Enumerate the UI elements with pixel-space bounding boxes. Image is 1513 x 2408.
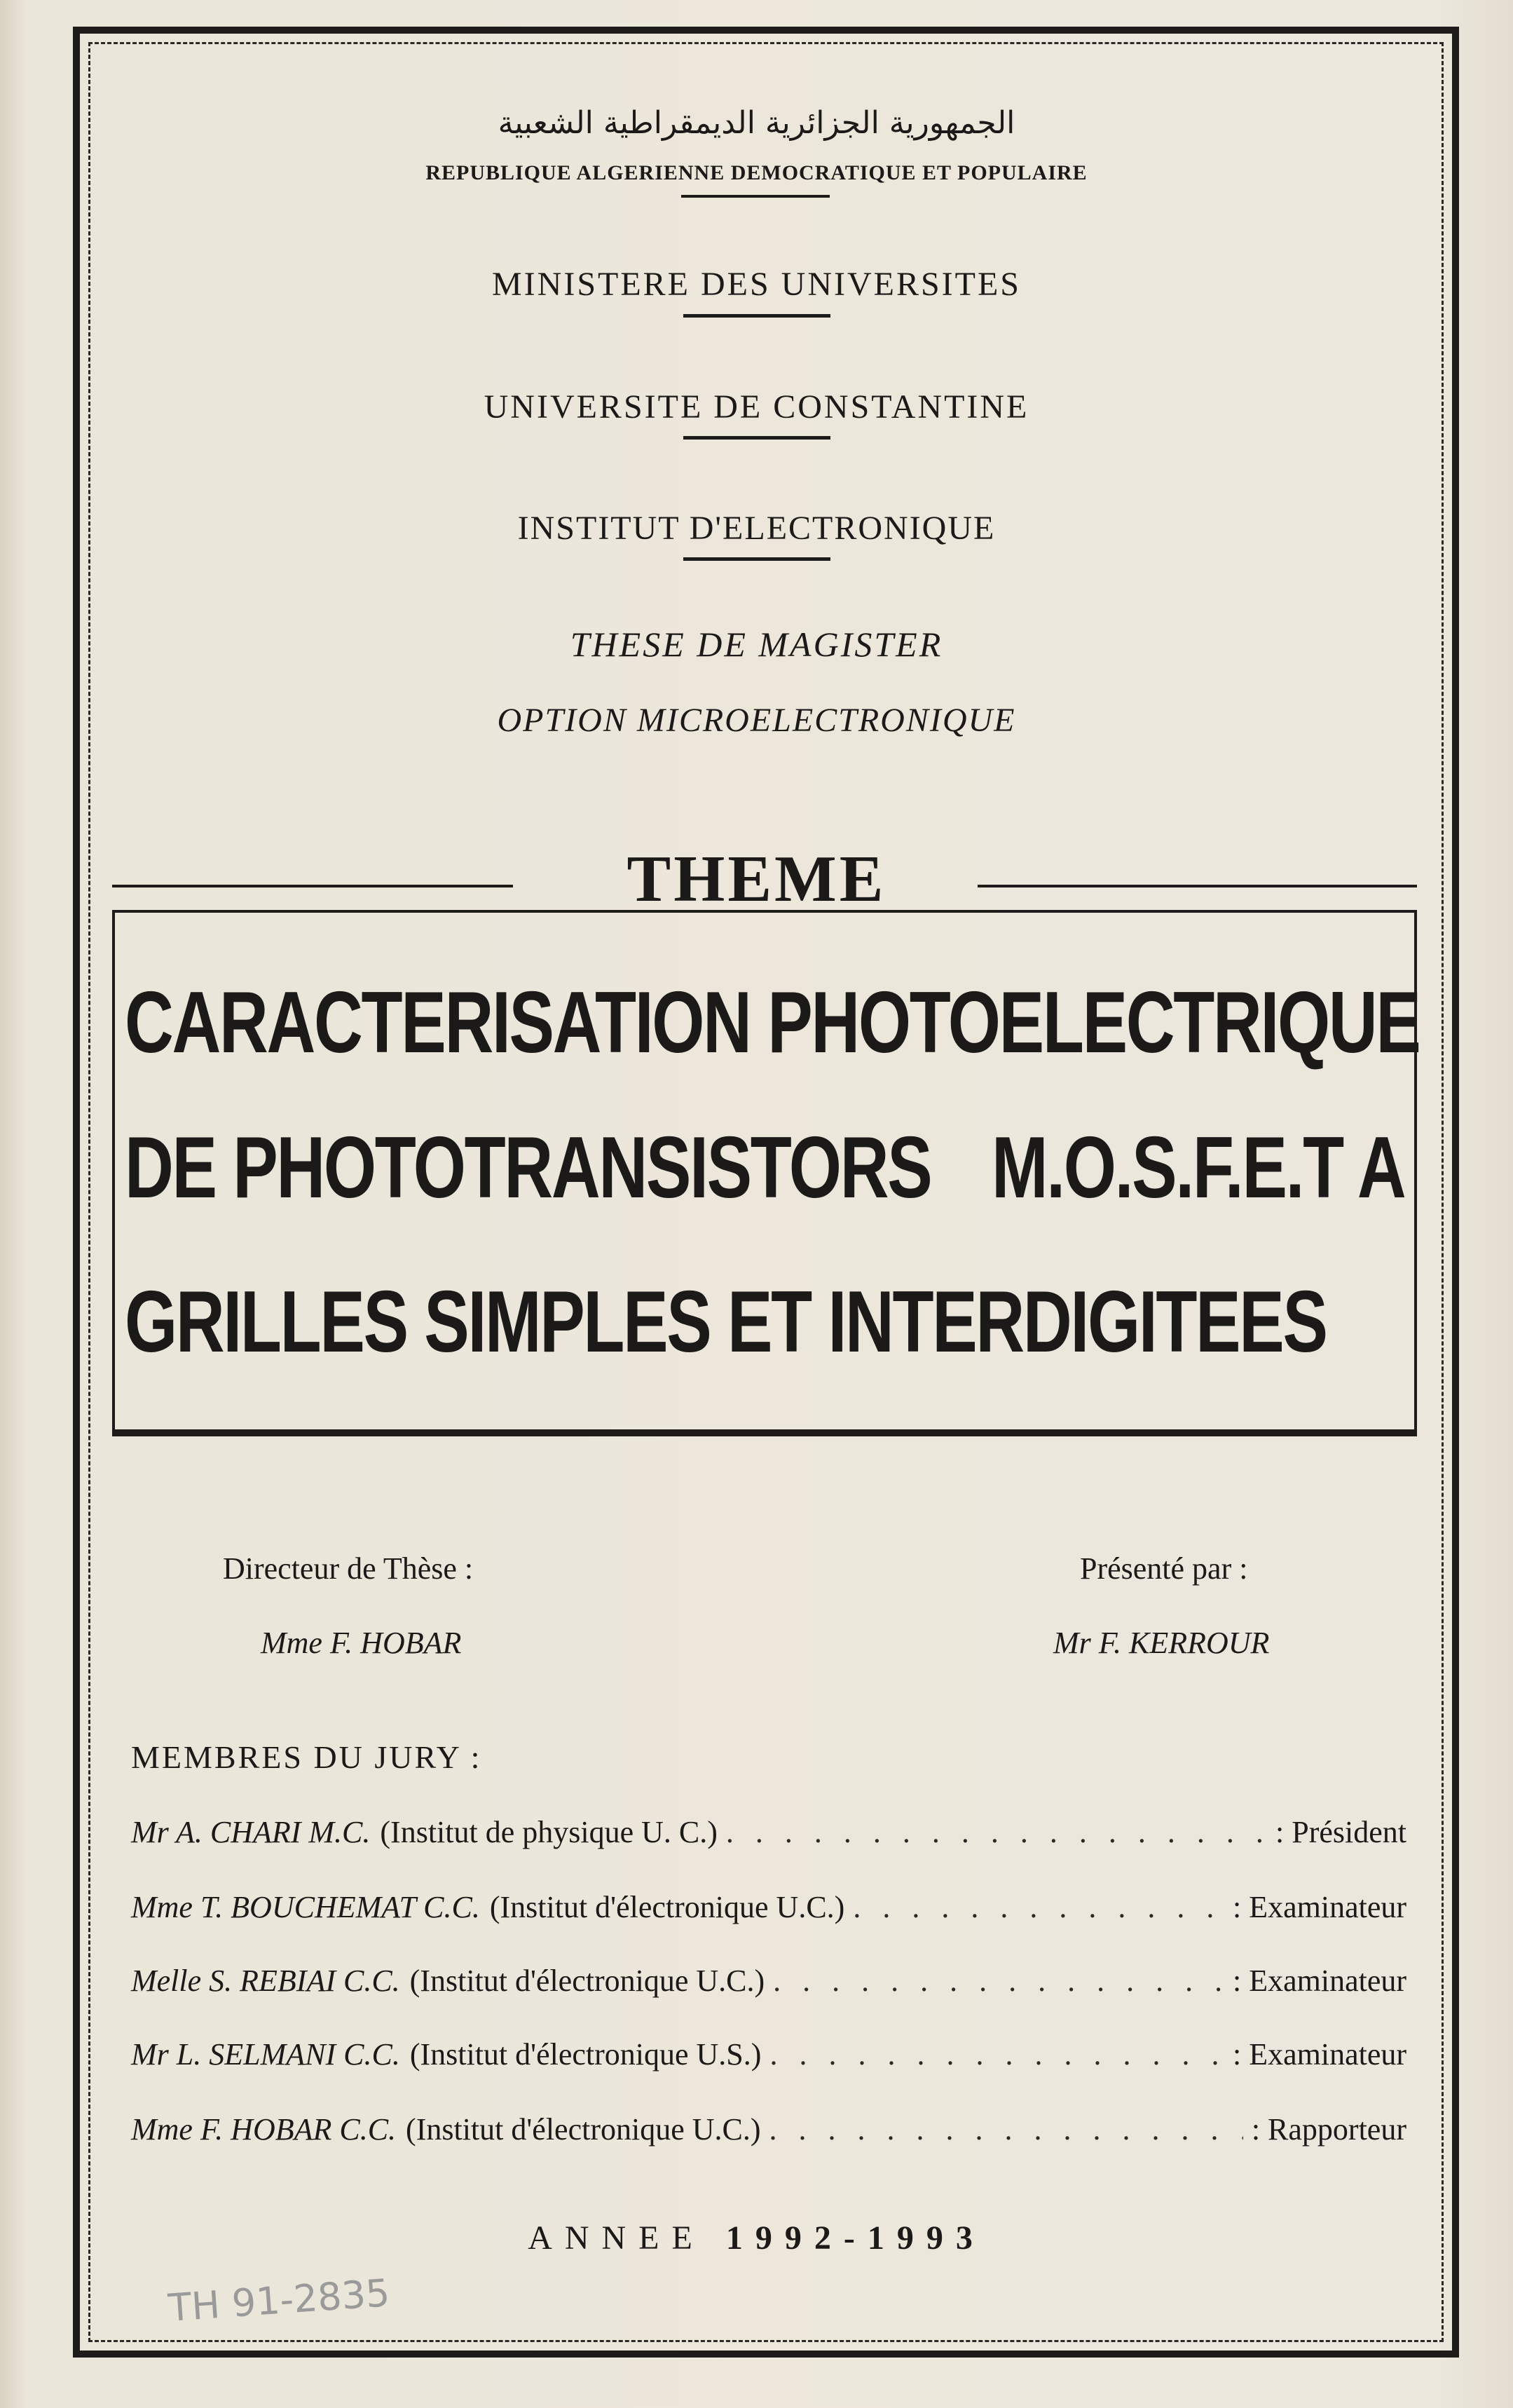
jury-row [131, 2111, 1406, 2147]
jury-row [131, 1889, 1406, 1925]
jury-row [131, 1814, 1406, 1850]
jury-member-role: : Examinateur [1232, 1964, 1406, 1998]
presenter-label: Présenté par : [1080, 1551, 1248, 1586]
ministry-underline [683, 314, 830, 318]
annee-label: ANNEE [528, 2219, 705, 2257]
jury-title: MEMBRES DU JURY : [131, 1739, 482, 1775]
theme-title-line-2b: M.O.S.F.E.T A [992, 1120, 1405, 1216]
jury-member-institute: (Institut d'électronique U.C.) [489, 1890, 845, 1924]
dot-leader [769, 2036, 1224, 2072]
dot-leader [773, 1963, 1224, 1999]
arabic-republic-title: الجمهورية الجزائرية الديمقراطية الشعبية [498, 105, 1015, 141]
jury-member-name: Mme T. BOUCHEMAT C.C. [131, 1890, 480, 1924]
theme-title-line-2a: DE PHOTOTRANSISTORS [125, 1120, 931, 1216]
jury-member-role: : Rapporteur [1251, 2112, 1406, 2147]
ministry-title: MINISTERE DES UNIVERSITES [492, 266, 1021, 303]
presenter-name: Mr F. KERROUR [1053, 1626, 1270, 1660]
theme-title-line-3: GRILLES SIMPLES ET INTERDIGITEES [125, 1274, 1327, 1370]
theme-label: THEME [627, 843, 886, 916]
dot-leader [769, 2111, 1243, 2147]
jury-member-institute: (Institut d'électronique U.C.) [406, 2112, 761, 2147]
institute-underline [683, 557, 830, 561]
dot-leader [853, 1889, 1224, 1925]
jury-member-role: : Examinateur [1232, 1890, 1406, 1924]
jury-member-name: Mr L. SELMANI C.C. [131, 2037, 400, 2072]
director-name: Mme F. HOBAR [261, 1626, 462, 1660]
jury-member-institute: (Institut de physique U. C.) [380, 1815, 718, 1849]
university-title: UNIVERSITE DE CONSTANTINE [484, 388, 1029, 426]
thesis-option: OPTION MICROELECTRONIQUE [497, 702, 1016, 739]
jury-member-name: Mr A. CHARI M.C. [131, 1815, 371, 1849]
jury-member-role: : Examinateur [1232, 2037, 1406, 2072]
thesis-type: THESE DE MAGISTER [570, 625, 943, 664]
jury-row [131, 1963, 1406, 1999]
institute-title: INSTITUT D'ELECTRONIQUE [517, 510, 996, 547]
jury-member-institute: (Institut d'électronique U.C.) [409, 1964, 765, 1998]
theme-title-line-1: CARACTERISATION PHOTOELECTRIQUE [125, 974, 1420, 1071]
dot-leader [726, 1814, 1267, 1850]
republic-underline [681, 195, 830, 198]
director-label: Directeur de Thèse : [223, 1551, 474, 1586]
theme-box-bottom-rule [112, 1432, 1417, 1436]
republic-title: REPUBLIQUE ALGERIENNE DEMOCRATIQUE ET POPULAIRE [425, 161, 1088, 184]
pencil-catalog-mark: TH 91-2835 [167, 2271, 392, 2330]
university-underline [683, 436, 830, 440]
jury-member-name: Mme F. HOBAR C.C. [131, 2112, 397, 2147]
academic-year [0, 2219, 1513, 2257]
jury-row [131, 2036, 1406, 2072]
jury-member-name: Melle S. REBIAI C.C. [131, 1964, 400, 1998]
theme-rule-right [978, 885, 1417, 887]
jury-member-role: : Président [1275, 1815, 1406, 1849]
annee-value: 1992-1993 [725, 2219, 985, 2257]
jury-member-institute: (Institut d'électronique U.S.) [409, 2037, 762, 2072]
